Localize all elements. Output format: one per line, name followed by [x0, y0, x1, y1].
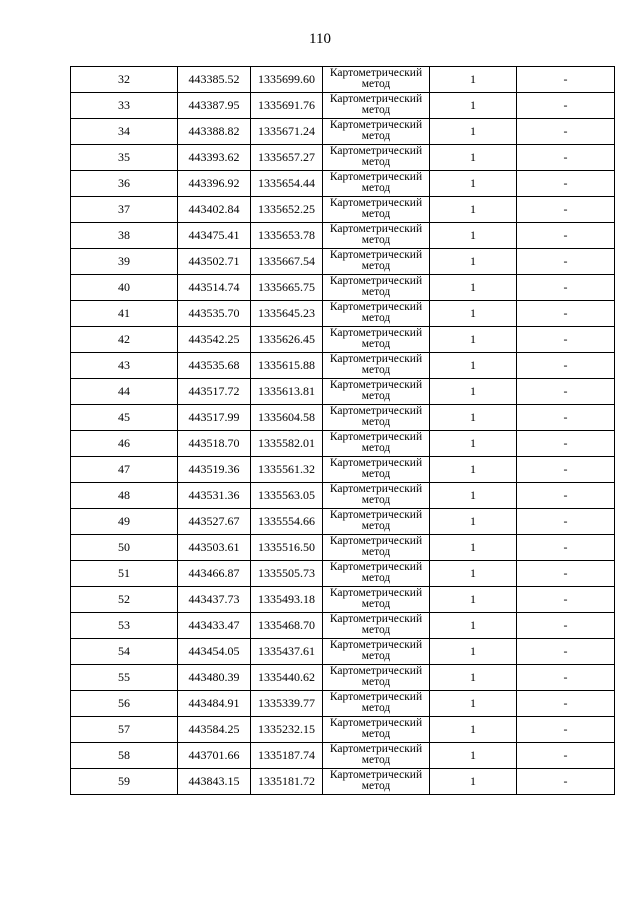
method-line-2: метод [361, 78, 391, 90]
y-coordinate-cell: 1335516.50 [251, 535, 323, 561]
y-coordinate-cell: 1335437.61 [251, 639, 323, 665]
point-number-cell: 54 [71, 639, 178, 665]
method-line-2: метод [361, 338, 391, 350]
y-coordinate-cell: 1335691.76 [251, 93, 323, 119]
point-number-cell: 56 [71, 691, 178, 717]
method-cell [323, 93, 430, 119]
point-number-cell: 32 [71, 67, 178, 93]
x-coordinate-cell: 443466.87 [178, 561, 251, 587]
point-number-cell: 40 [71, 275, 178, 301]
point-number-cell: 33 [71, 93, 178, 119]
method-cell [323, 275, 430, 301]
method-cell [323, 171, 430, 197]
y-coordinate-cell: 1335652.25 [251, 197, 323, 223]
description-cell: - [517, 275, 615, 301]
method-cell [323, 665, 430, 691]
y-coordinate-cell: 1335645.23 [251, 301, 323, 327]
point-number-cell: 38 [71, 223, 178, 249]
y-coordinate-cell: 1335339.77 [251, 691, 323, 717]
method-line-2: метод [361, 754, 391, 766]
description-cell: - [517, 301, 615, 327]
method-cell [323, 561, 430, 587]
description-cell: - [517, 639, 615, 665]
description-cell: - [517, 561, 615, 587]
table-row [71, 327, 615, 353]
method-line-1: Картометрический [329, 197, 423, 209]
y-coordinate-cell: 1335613.81 [251, 379, 323, 405]
method-line-1: Картометрический [329, 275, 423, 287]
y-coordinate-cell: 1335582.01 [251, 431, 323, 457]
description-cell: - [517, 93, 615, 119]
x-coordinate-cell: 443527.67 [178, 509, 251, 535]
table-row [71, 665, 615, 691]
y-coordinate-cell: 1335654.44 [251, 171, 323, 197]
table-row [71, 249, 615, 275]
y-coordinate-cell: 1335181.72 [251, 769, 323, 795]
method-cell [323, 353, 430, 379]
method-cell [323, 587, 430, 613]
description-cell: - [517, 223, 615, 249]
y-coordinate-cell: 1335505.73 [251, 561, 323, 587]
x-coordinate-cell: 443542.25 [178, 327, 251, 353]
count-cell: 1 [430, 769, 517, 795]
description-cell: - [517, 483, 615, 509]
count-cell: 1 [430, 197, 517, 223]
point-number-cell: 41 [71, 301, 178, 327]
point-number-cell: 49 [71, 509, 178, 535]
table-row [71, 67, 615, 93]
table-row [71, 639, 615, 665]
y-coordinate-cell: 1335657.27 [251, 145, 323, 171]
table-row [71, 691, 615, 717]
count-cell: 1 [430, 405, 517, 431]
x-coordinate-cell: 443514.74 [178, 275, 251, 301]
method-line-1: Картометрический [329, 457, 423, 469]
point-number-cell: 43 [71, 353, 178, 379]
y-coordinate-cell: 1335232.15 [251, 717, 323, 743]
method-line-1: Картометрический [329, 743, 423, 755]
method-cell [323, 743, 430, 769]
table-row [71, 613, 615, 639]
point-number-cell: 45 [71, 405, 178, 431]
count-cell: 1 [430, 561, 517, 587]
x-coordinate-cell: 443843.15 [178, 769, 251, 795]
y-coordinate-cell: 1335671.24 [251, 119, 323, 145]
x-coordinate-cell: 443502.71 [178, 249, 251, 275]
x-coordinate-cell: 443519.36 [178, 457, 251, 483]
method-line-2: метод [361, 650, 391, 662]
method-line-1: Картометрический [329, 171, 423, 183]
method-line-1: Картометрический [329, 431, 423, 443]
method-cell [323, 483, 430, 509]
table-row [71, 561, 615, 587]
count-cell: 1 [430, 639, 517, 665]
method-line-2: метод [361, 234, 391, 246]
method-line-2: метод [361, 416, 391, 428]
description-cell: - [517, 353, 615, 379]
y-coordinate-cell: 1335563.05 [251, 483, 323, 509]
count-cell: 1 [430, 353, 517, 379]
count-cell: 1 [430, 379, 517, 405]
y-coordinate-cell: 1335561.32 [251, 457, 323, 483]
method-line-1: Картометрический [329, 327, 423, 339]
description-cell: - [517, 171, 615, 197]
count-cell: 1 [430, 535, 517, 561]
table-row [71, 197, 615, 223]
method-line-1: Картометрический [329, 769, 423, 781]
point-number-cell: 50 [71, 535, 178, 561]
count-cell: 1 [430, 509, 517, 535]
method-line-1: Картометрический [329, 535, 423, 547]
description-cell: - [517, 769, 615, 795]
count-cell: 1 [430, 223, 517, 249]
x-coordinate-cell: 443535.68 [178, 353, 251, 379]
description-cell: - [517, 613, 615, 639]
method-line-2: метод [361, 182, 391, 194]
method-cell [323, 405, 430, 431]
method-cell [323, 639, 430, 665]
x-coordinate-cell: 443517.99 [178, 405, 251, 431]
method-line-1: Картометрический [329, 405, 423, 417]
method-line-1: Картометрический [329, 249, 423, 261]
count-cell: 1 [430, 67, 517, 93]
method-line-1: Картометрический [329, 691, 423, 703]
method-line-1: Картометрический [329, 67, 423, 79]
point-number-cell: 42 [71, 327, 178, 353]
count-cell: 1 [430, 93, 517, 119]
method-cell [323, 223, 430, 249]
method-cell [323, 67, 430, 93]
point-number-cell: 35 [71, 145, 178, 171]
count-cell: 1 [430, 717, 517, 743]
y-coordinate-cell: 1335626.45 [251, 327, 323, 353]
table-row [71, 769, 615, 795]
method-line-1: Картометрический [329, 483, 423, 495]
table-row [71, 379, 615, 405]
y-coordinate-cell: 1335468.70 [251, 613, 323, 639]
method-line-2: метод [361, 572, 391, 584]
coordinates-table [70, 66, 615, 795]
table-row [71, 535, 615, 561]
method-cell [323, 431, 430, 457]
method-line-1: Картометрический [329, 301, 423, 313]
table-row [71, 431, 615, 457]
table-row [71, 405, 615, 431]
count-cell: 1 [430, 431, 517, 457]
point-number-cell: 55 [71, 665, 178, 691]
description-cell: - [517, 145, 615, 171]
count-cell: 1 [430, 691, 517, 717]
description-cell: - [517, 509, 615, 535]
x-coordinate-cell: 443584.25 [178, 717, 251, 743]
x-coordinate-cell: 443475.41 [178, 223, 251, 249]
method-line-1: Картометрический [329, 665, 423, 677]
method-line-2: метод [361, 520, 391, 532]
description-cell: - [517, 379, 615, 405]
table-row [71, 301, 615, 327]
method-cell [323, 379, 430, 405]
count-cell: 1 [430, 613, 517, 639]
method-line-2: метод [361, 546, 391, 558]
y-coordinate-cell: 1335440.62 [251, 665, 323, 691]
table-row [71, 223, 615, 249]
y-coordinate-cell: 1335665.75 [251, 275, 323, 301]
description-cell: - [517, 67, 615, 93]
x-coordinate-cell: 443388.82 [178, 119, 251, 145]
method-line-2: метод [361, 286, 391, 298]
x-coordinate-cell: 443531.36 [178, 483, 251, 509]
y-coordinate-cell: 1335653.78 [251, 223, 323, 249]
x-coordinate-cell: 443402.84 [178, 197, 251, 223]
count-cell: 1 [430, 457, 517, 483]
y-coordinate-cell: 1335667.54 [251, 249, 323, 275]
method-line-1: Картометрический [329, 587, 423, 599]
method-line-1: Картометрический [329, 509, 423, 521]
method-line-2: метод [361, 780, 391, 792]
count-cell: 1 [430, 275, 517, 301]
description-cell: - [517, 197, 615, 223]
count-cell: 1 [430, 249, 517, 275]
description-cell: - [517, 691, 615, 717]
method-cell [323, 249, 430, 275]
point-number-cell: 47 [71, 457, 178, 483]
point-number-cell: 58 [71, 743, 178, 769]
point-number-cell: 34 [71, 119, 178, 145]
table-row [71, 275, 615, 301]
count-cell: 1 [430, 119, 517, 145]
method-line-1: Картометрический [329, 223, 423, 235]
method-cell [323, 535, 430, 561]
count-cell: 1 [430, 743, 517, 769]
count-cell: 1 [430, 587, 517, 613]
method-cell [323, 119, 430, 145]
method-cell [323, 301, 430, 327]
description-cell: - [517, 587, 615, 613]
method-line-2: метод [361, 702, 391, 714]
point-number-cell: 44 [71, 379, 178, 405]
method-cell [323, 691, 430, 717]
description-cell: - [517, 119, 615, 145]
method-line-2: метод [361, 468, 391, 480]
y-coordinate-cell: 1335604.58 [251, 405, 323, 431]
method-cell [323, 509, 430, 535]
description-cell: - [517, 327, 615, 353]
point-number-cell: 53 [71, 613, 178, 639]
count-cell: 1 [430, 301, 517, 327]
table-row [71, 457, 615, 483]
point-number-cell: 51 [71, 561, 178, 587]
description-cell: - [517, 457, 615, 483]
point-number-cell: 48 [71, 483, 178, 509]
method-line-2: метод [361, 208, 391, 220]
table-row [71, 509, 615, 535]
method-line-1: Картометрический [329, 639, 423, 651]
description-cell: - [517, 717, 615, 743]
table-row [71, 93, 615, 119]
description-cell: - [517, 249, 615, 275]
method-cell [323, 457, 430, 483]
x-coordinate-cell: 443454.05 [178, 639, 251, 665]
x-coordinate-cell: 443393.62 [178, 145, 251, 171]
x-coordinate-cell: 443701.66 [178, 743, 251, 769]
method-line-2: метод [361, 130, 391, 142]
method-line-1: Картометрический [329, 119, 423, 131]
method-cell [323, 145, 430, 171]
method-line-2: метод [361, 442, 391, 454]
point-number-cell: 52 [71, 587, 178, 613]
point-number-cell: 37 [71, 197, 178, 223]
page-number: 110 [309, 31, 331, 47]
method-line-1: Картометрический [329, 613, 423, 625]
method-cell [323, 197, 430, 223]
method-line-2: метод [361, 624, 391, 636]
count-cell: 1 [430, 327, 517, 353]
method-line-2: метод [361, 494, 391, 506]
description-cell: - [517, 743, 615, 769]
y-coordinate-cell: 1335554.66 [251, 509, 323, 535]
method-cell [323, 613, 430, 639]
x-coordinate-cell: 443480.39 [178, 665, 251, 691]
method-cell [323, 717, 430, 743]
point-number-cell: 59 [71, 769, 178, 795]
table-row [71, 353, 615, 379]
description-cell: - [517, 665, 615, 691]
x-coordinate-cell: 443484.91 [178, 691, 251, 717]
method-cell [323, 769, 430, 795]
x-coordinate-cell: 443433.47 [178, 613, 251, 639]
table-row [71, 587, 615, 613]
count-cell: 1 [430, 171, 517, 197]
table-row [71, 743, 615, 769]
x-coordinate-cell: 443517.72 [178, 379, 251, 405]
x-coordinate-cell: 443503.61 [178, 535, 251, 561]
y-coordinate-cell: 1335187.74 [251, 743, 323, 769]
method-line-2: метод [361, 390, 391, 402]
y-coordinate-cell: 1335615.88 [251, 353, 323, 379]
point-number-cell: 57 [71, 717, 178, 743]
table-row [71, 483, 615, 509]
method-cell [323, 327, 430, 353]
description-cell: - [517, 405, 615, 431]
description-cell: - [517, 431, 615, 457]
count-cell: 1 [430, 145, 517, 171]
x-coordinate-cell: 443396.92 [178, 171, 251, 197]
y-coordinate-cell: 1335699.60 [251, 67, 323, 93]
table-row [71, 717, 615, 743]
count-cell: 1 [430, 483, 517, 509]
x-coordinate-cell: 443518.70 [178, 431, 251, 457]
method-line-2: метод [361, 598, 391, 610]
method-line-1: Картометрический [329, 379, 423, 391]
method-line-2: метод [361, 260, 391, 272]
method-line-2: метод [361, 728, 391, 740]
method-line-2: метод [361, 364, 391, 376]
method-line-1: Картометрический [329, 93, 423, 105]
method-line-1: Картометрический [329, 353, 423, 365]
method-line-2: метод [361, 676, 391, 688]
point-number-cell: 36 [71, 171, 178, 197]
method-line-1: Картометрический [329, 145, 423, 157]
coordinates-table-body [71, 67, 615, 795]
x-coordinate-cell: 443385.52 [178, 67, 251, 93]
point-number-cell: 39 [71, 249, 178, 275]
table-row [71, 171, 615, 197]
method-line-1: Картометрический [329, 717, 423, 729]
table-row [71, 119, 615, 145]
method-line-2: метод [361, 156, 391, 168]
x-coordinate-cell: 443437.73 [178, 587, 251, 613]
point-number-cell: 46 [71, 431, 178, 457]
count-cell: 1 [430, 665, 517, 691]
method-line-1: Картометрический [329, 561, 423, 573]
y-coordinate-cell: 1335493.18 [251, 587, 323, 613]
description-cell: - [517, 535, 615, 561]
method-line-2: метод [361, 312, 391, 324]
method-line-2: метод [361, 104, 391, 116]
table-row [71, 145, 615, 171]
x-coordinate-cell: 443535.70 [178, 301, 251, 327]
x-coordinate-cell: 443387.95 [178, 93, 251, 119]
